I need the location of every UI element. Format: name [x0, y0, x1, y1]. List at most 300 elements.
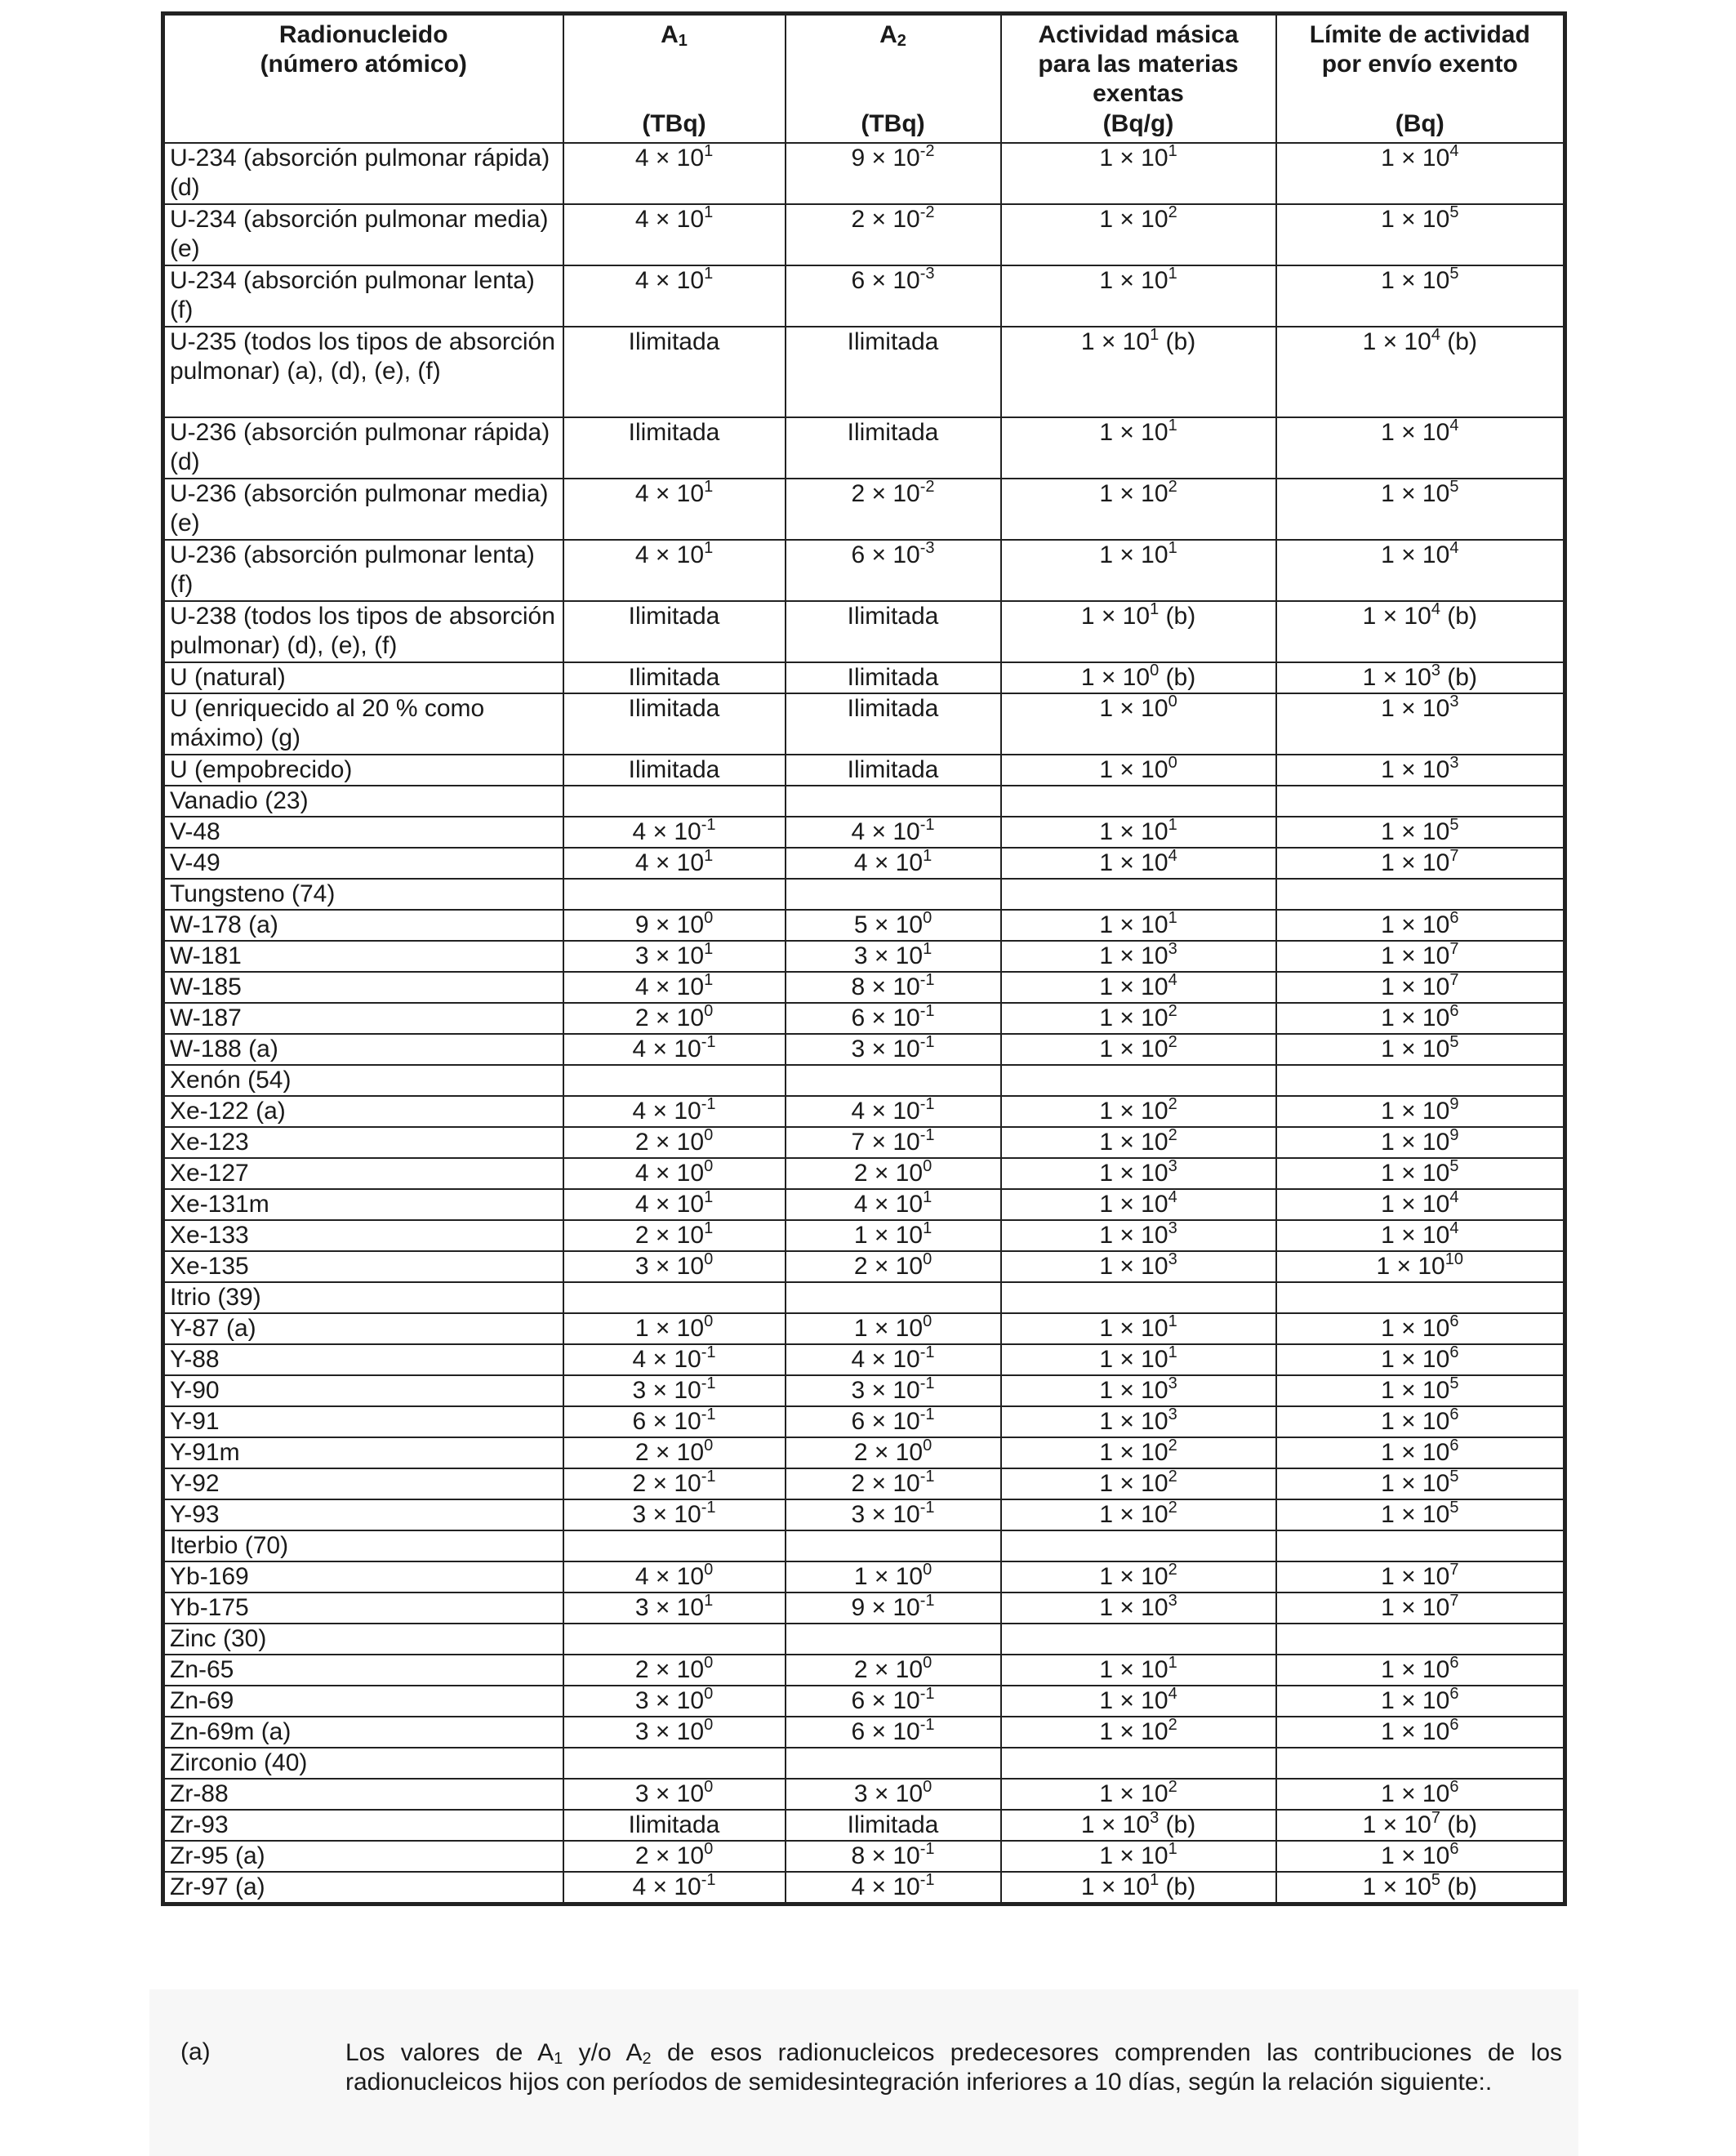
cell-activity-limit: [1276, 143, 1565, 204]
value-mantissa: 3 × 10: [634, 1687, 705, 1714]
value-mantissa: 1 × 10: [1381, 1780, 1450, 1807]
value-mantissa: 1 × 10: [1099, 206, 1168, 233]
cell-nuclide: W-188 (a): [163, 1034, 563, 1065]
value-exponent: 1: [704, 848, 714, 865]
value-mantissa: 1 × 10: [1381, 1222, 1450, 1249]
table-row: [163, 417, 1565, 479]
cell-a2: [786, 1872, 1001, 1904]
value-exponent: -1: [919, 1003, 935, 1020]
value-exponent: -1: [919, 1686, 935, 1703]
table-row: [163, 1127, 1565, 1158]
value-exponent: -1: [919, 1592, 935, 1610]
footnote-label: (a): [180, 2038, 211, 2065]
value-mantissa: 4 × 10: [634, 267, 705, 294]
value-mantissa: 2 × 10: [632, 1470, 701, 1497]
value-exponent: 5: [1449, 1158, 1459, 1175]
table-row: [163, 1748, 1565, 1779]
cell-activity-limit: [1276, 1127, 1565, 1158]
cell-nuclide: U (enriquecido al 20 % como máximo) (g): [163, 693, 563, 755]
cell-activity-limit: [1276, 1748, 1565, 1779]
value-note: (b): [1440, 1873, 1477, 1900]
cell-activity-limit: [1276, 327, 1565, 417]
cell-mass-activity: [1001, 417, 1276, 479]
value-note: (b): [1159, 328, 1196, 355]
value-mantissa: 1 × 10: [1381, 541, 1450, 568]
cell-mass-activity: [1001, 143, 1276, 204]
value-exponent: 7: [1449, 1561, 1459, 1579]
value-exponent: 0: [1150, 662, 1160, 679]
cell-activity-limit: [1276, 1468, 1565, 1499]
cell-activity-limit: [1276, 1437, 1565, 1468]
value-exponent: 3: [1168, 1592, 1177, 1610]
cell-activity-limit: [1276, 1251, 1565, 1282]
cell-activity-limit: [1276, 1592, 1565, 1624]
cell-a1: [563, 1189, 786, 1220]
value-exponent: 4: [1168, 848, 1177, 865]
cell-nuclide: Zr-95 (a): [163, 1841, 563, 1872]
cell-nuclide: U (empobrecido): [163, 755, 563, 786]
cell-a2: [786, 1437, 1001, 1468]
value-mantissa: 2 × 10: [851, 1470, 920, 1497]
header-mass-line-2: para las materias: [1038, 51, 1239, 78]
value-mantissa: 1 × 10: [1099, 1718, 1168, 1745]
table-row: [163, 693, 1565, 755]
value-exponent: -1: [919, 1127, 935, 1144]
cell-a2: [786, 1499, 1001, 1530]
cell-activity-limit: [1276, 693, 1565, 755]
value-mantissa: 1 × 10: [1381, 1470, 1450, 1497]
table-row: [163, 1003, 1565, 1034]
value-mantissa: 6 × 10: [632, 1408, 701, 1435]
cell-mass-activity: [1001, 1158, 1276, 1189]
cell-activity-limit: [1276, 1717, 1565, 1748]
cell-mass-activity: [1001, 1344, 1276, 1375]
value-mantissa: 1 × 10: [1099, 145, 1168, 172]
value-exponent: 0: [704, 1127, 714, 1144]
value-note: (b): [1159, 1811, 1196, 1838]
value-mantissa: 1 × 10: [1381, 480, 1450, 507]
cell-a2: [786, 1034, 1001, 1065]
value-mantissa: 1 × 10: [1381, 1160, 1450, 1187]
table-row: [163, 1468, 1565, 1499]
value-exponent: -2: [919, 479, 935, 496]
cell-nuclide: Yb-175: [163, 1592, 563, 1624]
value-exponent: -1: [701, 1406, 716, 1423]
cell-nuclide: U-234 (absorción pulmonar rápida) (d): [163, 143, 563, 204]
value-mantissa: 1 × 10: [1381, 1098, 1450, 1125]
cell-nuclide: Y-92: [163, 1468, 563, 1499]
value-exponent: -1: [919, 1344, 935, 1361]
table-row: [163, 1375, 1565, 1406]
value-mantissa: 4 × 10: [851, 1346, 920, 1373]
value-exponent: 1: [1168, 1313, 1177, 1330]
cell-mass-activity: [1001, 1127, 1276, 1158]
table-row: [163, 941, 1565, 972]
table-row: [163, 1065, 1565, 1096]
cell-mass-activity: [1001, 941, 1276, 972]
cell-mass-activity: [1001, 1096, 1276, 1127]
cell-mass-activity: [1001, 1437, 1276, 1468]
value-exponent: 2: [1168, 204, 1177, 221]
value-exponent: 1: [1168, 417, 1177, 434]
header-mass-activity: [1001, 14, 1276, 144]
cell-a1: [563, 817, 786, 848]
cell-activity-limit: [1276, 1624, 1565, 1655]
header-a1-label: A: [661, 21, 679, 48]
value-exponent: 2: [1168, 479, 1177, 496]
value-mantissa: 2 × 10: [853, 1656, 924, 1683]
value-mantissa: 9 × 10: [851, 1594, 920, 1621]
value-exponent: 1: [704, 1189, 714, 1206]
value-mantissa: 1 × 10: [1080, 1811, 1151, 1838]
value-mantissa: 1 × 10: [1099, 1160, 1168, 1187]
cell-mass-activity: [1001, 693, 1276, 755]
cell-activity-limit: [1276, 1872, 1565, 1904]
value-mantissa: 1 × 10: [1099, 1036, 1168, 1062]
cell-a2: [786, 941, 1001, 972]
cell-mass-activity: [1001, 1872, 1276, 1904]
header-a1: [563, 14, 786, 144]
table-row: [163, 1437, 1565, 1468]
cell-nuclide: Xe-122 (a): [163, 1096, 563, 1127]
value-mantissa: 3 × 10: [632, 1377, 701, 1404]
cell-a1: [563, 1313, 786, 1344]
cell-mass-activity: [1001, 755, 1276, 786]
cell-a1: [563, 143, 786, 204]
cell-a1: [563, 327, 786, 417]
table-row: [163, 1655, 1565, 1686]
value-exponent: 0: [704, 1158, 714, 1175]
value-exponent: 1: [704, 265, 714, 283]
table-row: [163, 662, 1565, 693]
value-mantissa: 4 × 10: [634, 541, 705, 568]
value-exponent: 6: [1449, 1779, 1459, 1796]
value-exponent: 4: [1168, 1686, 1177, 1703]
value-exponent: 0: [1168, 693, 1177, 710]
value-mantissa: 1 × 10: [1099, 1315, 1168, 1342]
value-mantissa: 6 × 10: [851, 1004, 920, 1031]
value-mantissa: 1 × 10: [1080, 328, 1151, 355]
value-mantissa: 1 × 10: [1381, 1842, 1450, 1869]
cell-nuclide: Y-88: [163, 1344, 563, 1375]
value-mantissa: 4 × 10: [632, 818, 701, 845]
cell-nuclide: Xenón (54): [163, 1065, 563, 1096]
cell-a1: [563, 910, 786, 941]
value-mantissa: 1 × 10: [1381, 1439, 1450, 1466]
cell-a2: [786, 1655, 1001, 1686]
table-row: [163, 1189, 1565, 1220]
cell-nuclide: Iterbio (70): [163, 1530, 563, 1561]
value-exponent: -1: [701, 1468, 716, 1486]
cell-mass-activity: [1001, 848, 1276, 879]
value-mantissa: Ilimitada: [628, 328, 720, 355]
value-mantissa: 2 × 10: [851, 206, 920, 233]
header-a2-label: A: [879, 21, 897, 48]
table-row: [163, 540, 1565, 601]
value-mantissa: 2 × 10: [851, 480, 920, 507]
value-exponent: 1: [704, 479, 714, 496]
table-row: [163, 848, 1565, 879]
header-nuclide-line-2: (número atómico): [260, 51, 467, 78]
value-mantissa: 1 × 10: [1099, 1687, 1168, 1714]
value-mantissa: Ilimitada: [628, 664, 720, 691]
cell-mass-activity: [1001, 265, 1276, 327]
cell-a1: [563, 1003, 786, 1034]
value-mantissa: Ilimitada: [628, 756, 720, 783]
value-mantissa: 1 × 10: [1381, 1129, 1450, 1156]
cell-nuclide: Zn-69m (a): [163, 1717, 563, 1748]
value-exponent: 1: [1168, 265, 1177, 283]
footnote-text-part: Los valores de A: [345, 2039, 554, 2066]
cell-activity-limit: [1276, 817, 1565, 848]
value-exponent: 3: [1168, 1251, 1177, 1268]
value-mantissa: 1 × 10: [1381, 267, 1450, 294]
value-exponent: 0: [704, 1251, 714, 1268]
cell-nuclide: U-238 (todos los tipos de absorción pulmonar) (d), (e), (f): [163, 601, 563, 662]
value-mantissa: 1 × 10: [853, 1315, 924, 1342]
value-mantissa: 8 × 10: [851, 1842, 920, 1869]
value-mantissa: 3 × 10: [634, 1253, 705, 1280]
cell-a2: [786, 417, 1001, 479]
value-exponent: 0: [704, 1003, 714, 1020]
value-exponent: -3: [919, 265, 935, 283]
cell-a1: [563, 848, 786, 879]
cell-a2: [786, 817, 1001, 848]
value-exponent: 3: [1150, 1810, 1160, 1827]
value-mantissa: 1 × 10: [1362, 603, 1431, 630]
value-exponent: 4: [1449, 1189, 1459, 1206]
cell-a1: [563, 1406, 786, 1437]
value-mantissa: 1 × 10: [1099, 1253, 1168, 1280]
cell-mass-activity: [1001, 1251, 1276, 1282]
value-mantissa: 1 × 10: [1381, 1501, 1450, 1528]
cell-a1: [563, 786, 786, 817]
value-mantissa: 1 × 10: [1381, 1004, 1450, 1031]
value-exponent: -1: [919, 1468, 935, 1486]
value-mantissa: 1 × 10: [1362, 664, 1431, 691]
value-exponent: 0: [704, 1779, 714, 1796]
cell-a1: [563, 941, 786, 972]
cell-a1: [563, 1810, 786, 1841]
value-mantissa: 1 × 10: [1381, 942, 1450, 969]
cell-a1: [563, 972, 786, 1003]
value-exponent: 1: [704, 540, 714, 557]
cell-activity-limit: [1276, 1282, 1565, 1313]
cell-activity-limit: [1276, 1189, 1565, 1220]
cell-a1: [563, 1499, 786, 1530]
cell-a1: [563, 1841, 786, 1872]
value-mantissa: Ilimitada: [847, 328, 939, 355]
value-mantissa: 3 × 10: [634, 942, 705, 969]
value-mantissa: 3 × 10: [634, 1594, 705, 1621]
table-row: [163, 1779, 1565, 1810]
cell-a2: [786, 1251, 1001, 1282]
cell-nuclide: V-49: [163, 848, 563, 879]
cell-activity-limit: [1276, 1375, 1565, 1406]
cell-a1: [563, 755, 786, 786]
value-exponent: 1: [704, 941, 714, 958]
footnote-subscript: 2: [642, 2050, 652, 2068]
value-exponent: 0: [923, 1251, 933, 1268]
value-exponent: 1: [1168, 540, 1177, 557]
value-mantissa: 1 × 10: [1362, 1811, 1431, 1838]
cell-a2: [786, 662, 1001, 693]
value-mantissa: 1 × 10: [1099, 911, 1168, 938]
value-note: (b): [1440, 1811, 1477, 1838]
value-note: (b): [1159, 1873, 1196, 1900]
footnote-subscript: 1: [554, 2050, 563, 2068]
cell-mass-activity: [1001, 1003, 1276, 1034]
table-row: [163, 1872, 1565, 1904]
cell-a2: [786, 1065, 1001, 1096]
cell-a2: [786, 1313, 1001, 1344]
value-mantissa: 1 × 10: [1099, 1594, 1168, 1621]
value-mantissa: 1 × 10: [1381, 1656, 1450, 1683]
cell-activity-limit: [1276, 662, 1565, 693]
value-exponent: 9: [1449, 1127, 1459, 1144]
value-mantissa: 1 × 10: [1381, 1687, 1450, 1714]
value-mantissa: 1 × 10: [1099, 1191, 1168, 1218]
value-exponent: 0: [923, 1158, 933, 1175]
cell-a2: [786, 1158, 1001, 1189]
cell-a2: [786, 601, 1001, 662]
value-mantissa: 2 × 10: [853, 1160, 924, 1187]
value-exponent: 2: [1168, 1003, 1177, 1020]
value-mantissa: 4 × 10: [634, 480, 705, 507]
value-exponent: 0: [923, 1561, 933, 1579]
value-exponent: 3: [1168, 1158, 1177, 1175]
value-exponent: 1: [704, 143, 714, 160]
value-exponent: -1: [701, 1096, 716, 1113]
table-row: [163, 1686, 1565, 1717]
header-nuclide-line-1: Radionucleido: [278, 21, 448, 48]
value-exponent: 3: [1168, 1375, 1177, 1392]
table-row: [163, 817, 1565, 848]
cell-mass-activity: [1001, 1779, 1276, 1810]
cell-activity-limit: [1276, 265, 1565, 327]
value-exponent: 3: [1449, 693, 1459, 710]
value-mantissa: 3 × 10: [853, 942, 924, 969]
value-exponent: 7: [1449, 941, 1459, 958]
value-mantissa: 4 × 10: [853, 849, 924, 876]
cell-activity-limit: [1276, 1561, 1565, 1592]
value-mantissa: 1 × 10: [1099, 1222, 1168, 1249]
value-exponent: 1: [1150, 1872, 1160, 1889]
value-mantissa: 4 × 10: [853, 1191, 924, 1218]
cell-a1: [563, 1717, 786, 1748]
cell-activity-limit: [1276, 601, 1565, 662]
cell-mass-activity: [1001, 1717, 1276, 1748]
value-exponent: 3: [1431, 662, 1440, 679]
nuclide-table: [161, 11, 1567, 1906]
value-exponent: 7: [1449, 1592, 1459, 1610]
header-a2-unit: (TBq): [861, 110, 925, 137]
cell-a1: [563, 1437, 786, 1468]
value-mantissa: 2 × 10: [634, 1004, 705, 1031]
value-mantissa: 2 × 10: [634, 1222, 705, 1249]
cell-activity-limit: [1276, 1655, 1565, 1686]
cell-mass-activity: [1001, 1375, 1276, 1406]
value-exponent: -1: [919, 972, 935, 989]
cell-nuclide: U (natural): [163, 662, 563, 693]
value-exponent: 3: [1168, 941, 1177, 958]
value-note: (b): [1440, 328, 1477, 355]
cell-mass-activity: [1001, 1810, 1276, 1841]
value-mantissa: 1 × 10: [1381, 756, 1450, 783]
cell-a1: [563, 204, 786, 265]
value-mantissa: 1 × 10: [1381, 695, 1450, 722]
value-exponent: 1: [1168, 1344, 1177, 1361]
cell-nuclide: Xe-135: [163, 1251, 563, 1282]
cell-mass-activity: [1001, 1561, 1276, 1592]
value-exponent: 6: [1449, 1344, 1459, 1361]
cell-activity-limit: [1276, 1499, 1565, 1530]
value-mantissa: 1 × 10: [1381, 145, 1450, 172]
value-mantissa: 1 × 10: [1099, 541, 1168, 568]
header-mass-unit: (Bq/g): [1102, 110, 1174, 137]
value-exponent: 0: [704, 1686, 714, 1703]
table-header-row: [163, 14, 1565, 144]
value-mantissa: 4 × 10: [851, 818, 920, 845]
value-exponent: 1: [1150, 327, 1160, 344]
value-exponent: 7: [1449, 848, 1459, 865]
value-exponent: 7: [1449, 972, 1459, 989]
cell-a2: [786, 327, 1001, 417]
cell-activity-limit: [1276, 1810, 1565, 1841]
value-exponent: 9: [1449, 1096, 1459, 1113]
value-mantissa: 3 × 10: [853, 1780, 924, 1807]
header-a1-unit: (TBq): [642, 110, 706, 137]
cell-mass-activity: [1001, 1841, 1276, 1872]
table-row: [163, 972, 1565, 1003]
cell-a1: [563, 1748, 786, 1779]
value-exponent: 5: [1449, 1499, 1459, 1517]
cell-a2: [786, 1810, 1001, 1841]
value-exponent: -1: [919, 1841, 935, 1858]
value-mantissa: 1 × 10: [1080, 603, 1151, 630]
cell-activity-limit: [1276, 417, 1565, 479]
value-exponent: 0: [704, 910, 714, 927]
cell-nuclide: Xe-123: [163, 1127, 563, 1158]
value-mantissa: 6 × 10: [851, 1408, 920, 1435]
value-mantissa: 1 × 10: [1099, 1842, 1168, 1869]
value-mantissa: 1 × 10: [1099, 1004, 1168, 1031]
cell-mass-activity: [1001, 327, 1276, 417]
value-exponent: 0: [704, 1313, 714, 1330]
value-mantissa: 1 × 10: [1099, 480, 1168, 507]
value-exponent: -1: [919, 1375, 935, 1392]
table-row: [163, 1717, 1565, 1748]
cell-a1: [563, 1220, 786, 1251]
cell-activity-limit: [1276, 941, 1565, 972]
value-mantissa: 1 × 10: [1381, 973, 1450, 1000]
table-row: [163, 1499, 1565, 1530]
value-exponent: 5: [1449, 204, 1459, 221]
value-exponent: 5: [1449, 1468, 1459, 1486]
cell-nuclide: U-236 (absorción pulmonar lenta) (f): [163, 540, 563, 601]
cell-a2: [786, 1127, 1001, 1158]
value-exponent: -1: [701, 817, 716, 834]
footnote-text-part: de esos radionucleicos predecesores comprenden las contribuciones de los radionucleicos hijos con períodos de semidesintegración inferiores a 10 días, según la relación siguiente:.: [345, 2039, 1563, 2096]
cell-mass-activity: [1001, 1065, 1276, 1096]
cell-activity-limit: [1276, 786, 1565, 817]
value-exponent: 1: [1150, 601, 1160, 618]
value-exponent: 5: [1431, 1872, 1440, 1889]
value-exponent: -1: [701, 1872, 716, 1889]
value-mantissa: Ilimitada: [847, 1811, 939, 1838]
cell-nuclide: Xe-127: [163, 1158, 563, 1189]
header-mass-line-3: exentas: [1093, 80, 1184, 107]
